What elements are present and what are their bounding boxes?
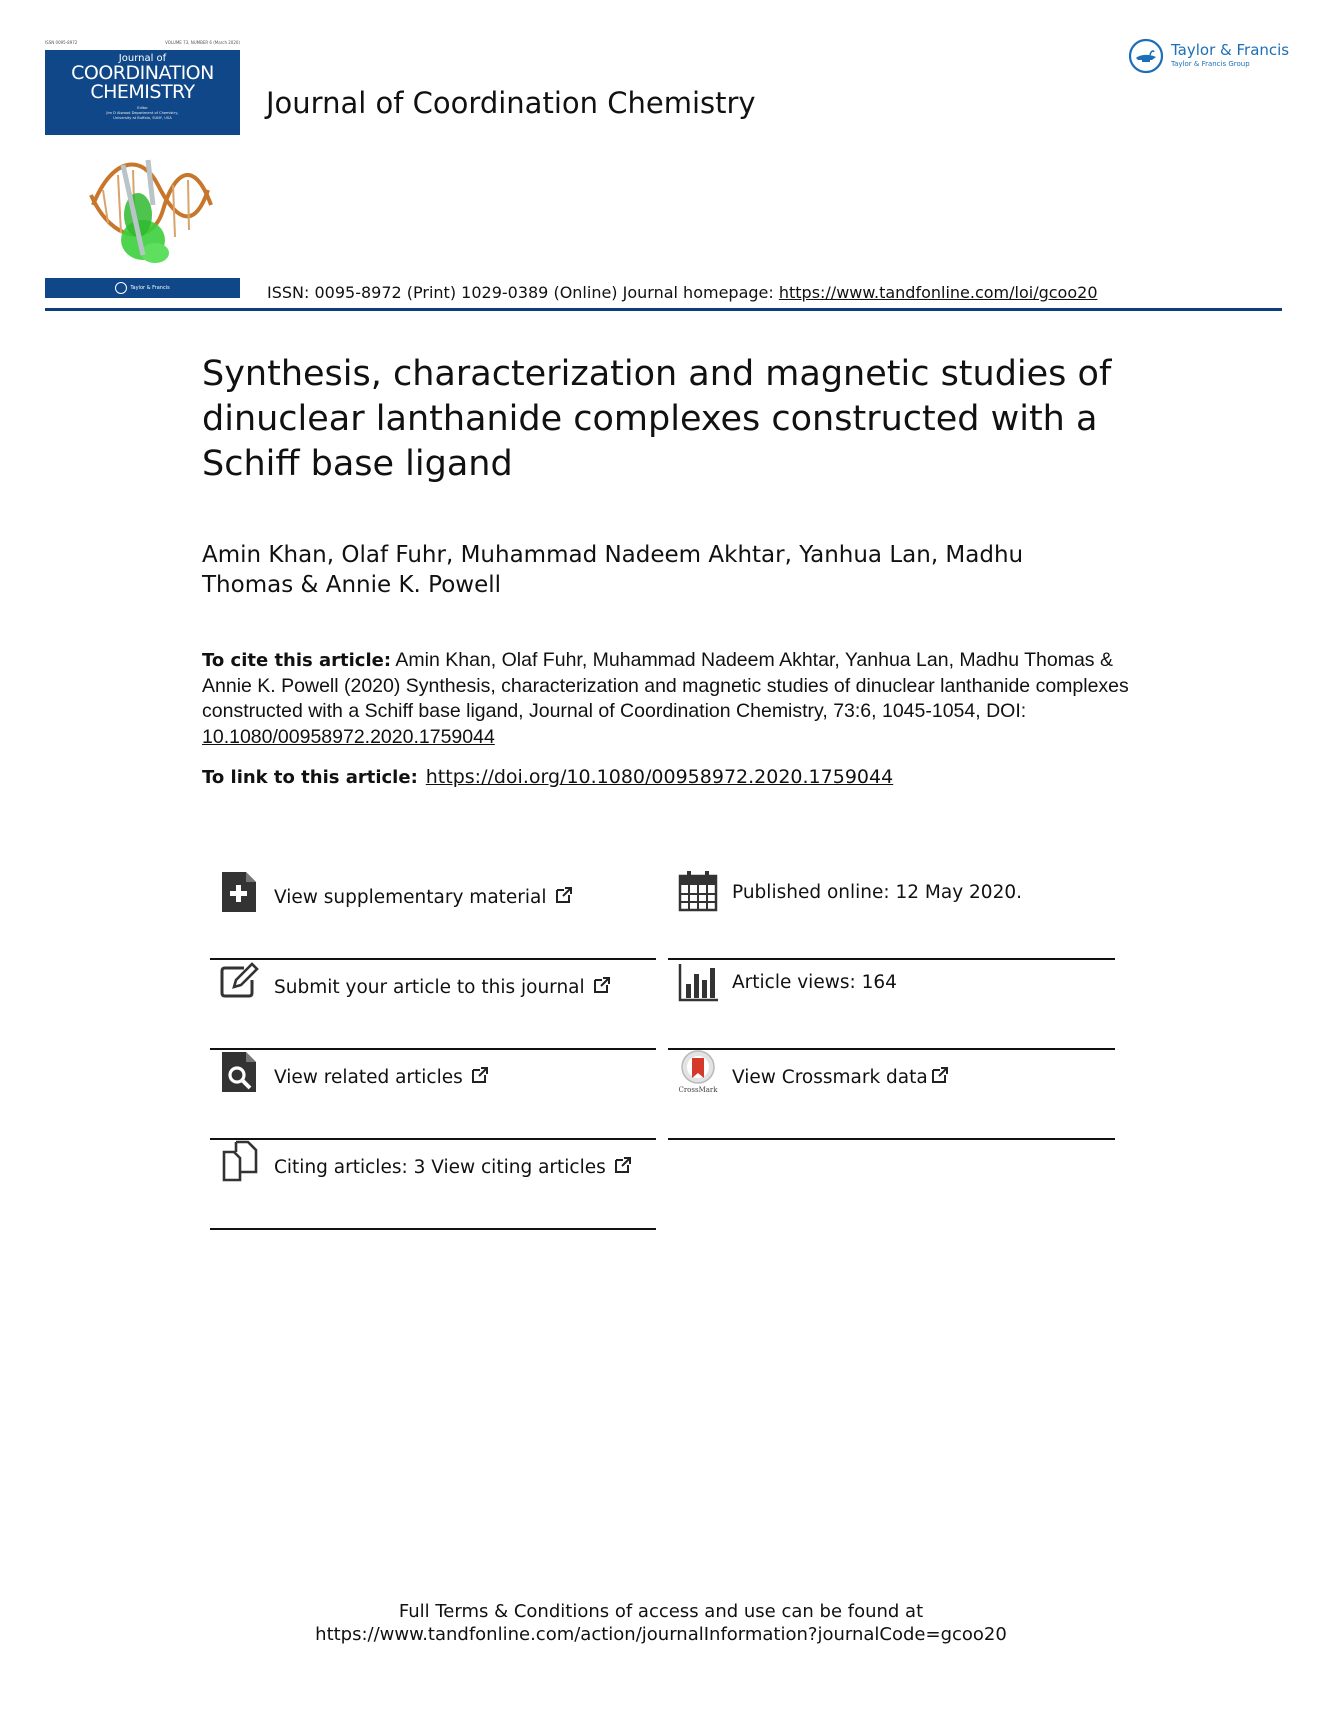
published-online-text: Published online: 12 May 2020. — [732, 882, 1023, 903]
cover-publisher-band — [45, 278, 240, 298]
cover-journal-of: Journal of — [118, 53, 167, 64]
link-label: To link to this article: — [202, 767, 418, 788]
related-text: View related articles — [274, 1067, 463, 1088]
cite-doi-link[interactable]: 10.1080/00958972.2020.1759044 — [202, 725, 495, 748]
issn-text: ISSN: 0095-8972 (Print) 1029-0389 (Online) Journal homepage: — [267, 283, 779, 302]
cover-title-line1: COORDINATION — [71, 62, 214, 84]
external-link-icon — [593, 976, 611, 994]
cover-topline — [45, 40, 240, 50]
article-title: Synthesis, characterization and magnetic studies of dinuclear lanthanide complexes constructed with a Schiff base ligand — [202, 354, 1112, 484]
row-divider — [210, 1228, 656, 1230]
crossmark-link[interactable] — [668, 1050, 1115, 1140]
external-link-icon — [614, 1156, 632, 1174]
published-online-info — [668, 870, 1115, 960]
cover-publisher: Taylor & Francis — [130, 285, 170, 291]
citation-block — [202, 648, 1132, 750]
cite-label: To cite this article: — [202, 650, 392, 671]
search-file-icon — [220, 1050, 260, 1094]
external-link-icon — [931, 1066, 949, 1084]
terms-footer — [0, 1600, 1322, 1646]
external-link-icon — [471, 1066, 489, 1084]
journal-title: Journal of Coordination Chemistry — [266, 86, 756, 120]
header-divider — [45, 308, 1282, 311]
crossmark-text: View Crossmark data — [732, 1067, 928, 1088]
crossmark-logo-text: CrossMark — [678, 1086, 718, 1094]
external-link-icon — [555, 886, 573, 904]
cover-editor-1: Editor — [137, 106, 148, 110]
terms-line-1: Full Terms & Conditions of access and use can be found at — [398, 1601, 924, 1622]
related-articles-link[interactable] — [210, 1050, 656, 1140]
publisher-group: Taylor & Francis Group — [1171, 60, 1250, 68]
citing-articles-link[interactable] — [210, 1140, 656, 1230]
supplementary-label — [274, 886, 573, 908]
edit-icon — [220, 960, 260, 1004]
taylor-francis-lamp-icon — [1128, 38, 1164, 74]
terms-url[interactable]: https://www.tandfonline.com/action/journalInformation?journalCode=gcoo20 — [315, 1624, 1007, 1645]
row-divider — [668, 1138, 1115, 1140]
add-file-icon — [220, 870, 260, 914]
crossmark-label — [732, 1066, 949, 1088]
cover-issn: ISSN 0095-8972 — [45, 40, 78, 45]
article-authors: Amin Khan, Olaf Fuhr, Muhammad Nadeem Akhtar, Yanhua Lan, Madhu Thomas & Annie K. Powell — [202, 542, 1024, 598]
bar-chart-icon — [678, 960, 718, 1004]
article-views-info — [668, 960, 1115, 1050]
submit-article-link[interactable] — [210, 960, 656, 1050]
tf-mini-logo-icon — [115, 282, 127, 294]
article-doi-link[interactable]: https://doi.org/10.1080/00958972.2020.1759044 — [425, 766, 894, 788]
crossmark-icon — [678, 1050, 718, 1094]
cover-editor-3: University at Buffalo, SUNY, USA — [113, 116, 172, 120]
supplementary-material-link[interactable] — [210, 870, 656, 960]
article-link-line — [202, 766, 893, 788]
supplementary-text: View supplementary material — [274, 887, 547, 908]
citing-label — [274, 1156, 632, 1178]
journal-cover-image — [45, 40, 240, 300]
copy-documents-icon — [220, 1140, 260, 1184]
submit-label — [274, 976, 611, 998]
submit-text: Submit your article to this journal — [274, 977, 585, 998]
dna-protein-illustration — [83, 145, 213, 275]
issn-line — [267, 283, 1098, 302]
calendar-icon — [678, 870, 718, 914]
cover-title-line2: CHEMISTRY — [90, 81, 195, 103]
article-views-text: Article views: 164 — [732, 972, 897, 993]
journal-homepage-link[interactable]: https://www.tandfonline.com/loi/gcoo20 — [778, 283, 1098, 302]
cover-editor-2: Jim D Atwood Department of Chemistry, — [106, 111, 179, 115]
cover-volume: VOLUME 73, NUMBER 6 (March 2020) — [165, 40, 240, 45]
publisher-name: Taylor & Francis — [1171, 41, 1290, 59]
taylor-francis-logo[interactable] — [1128, 38, 1288, 78]
related-label — [274, 1066, 489, 1088]
cite-text: Amin Khan, Olaf Fuhr, Muhammad Nadeem Akhtar, Yanhua Lan, Madhu Thomas & Annie K. Powell (2020) Synthesis, characterization and magnetic studies of dinuclear lanthanide complexes constructed with a Schiff base ligand, Journal of Coordination Chemistry, 73:6, 1045-1054, DOI: — [202, 649, 1129, 722]
citing-text: Citing articles: 3 View citing articles — [274, 1157, 606, 1178]
cover-title-band — [45, 50, 240, 135]
